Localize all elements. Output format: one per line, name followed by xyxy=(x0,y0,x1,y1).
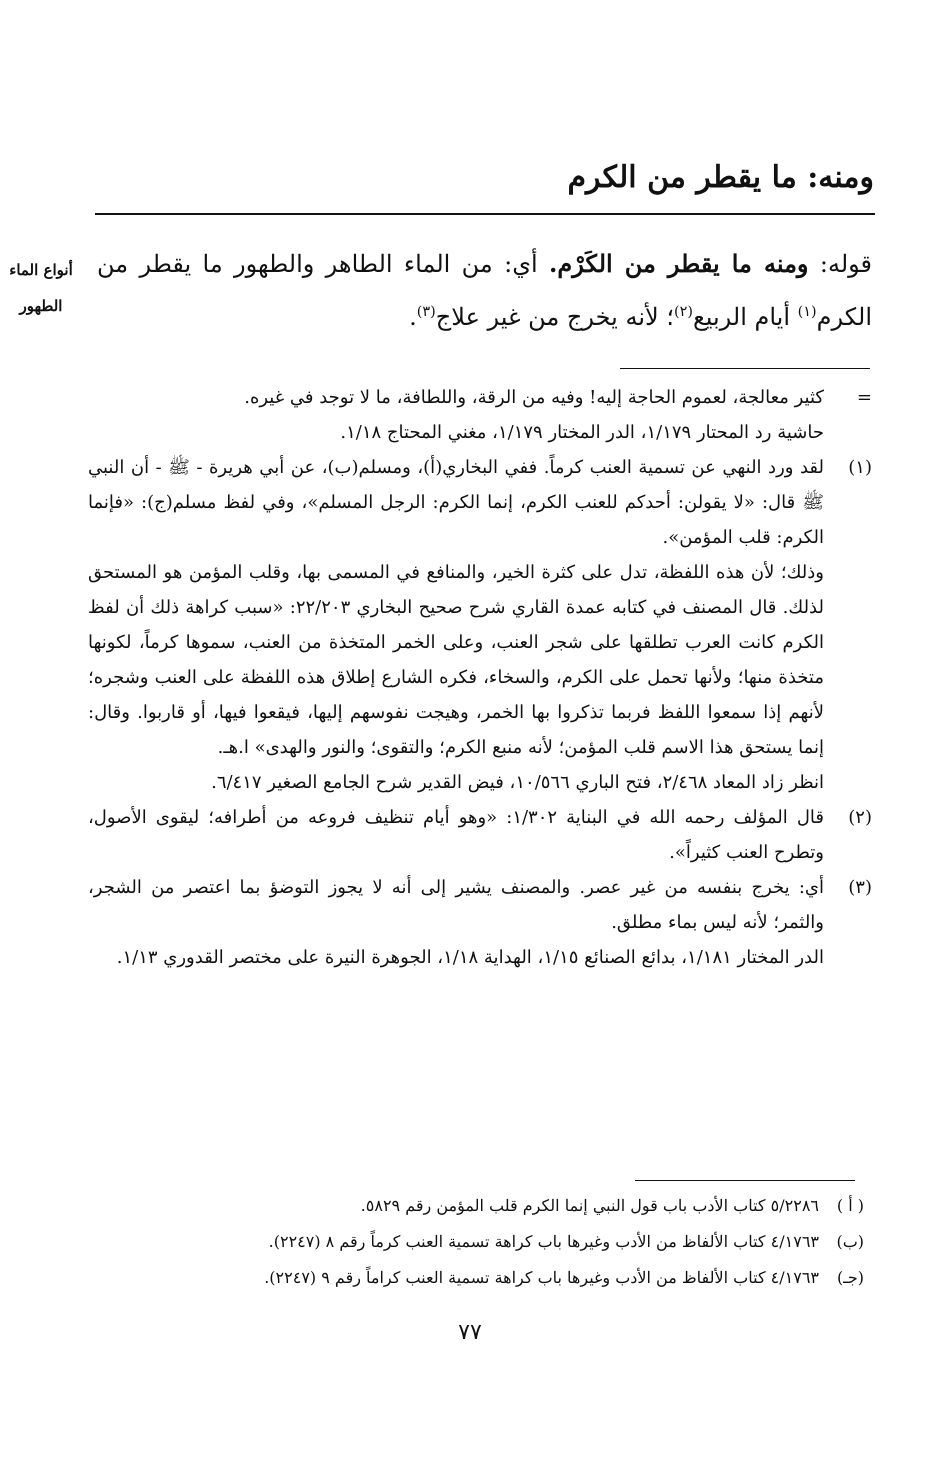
section-title: ومنه: ما يقطر من الكرم xyxy=(567,160,874,195)
margin-note-line1: أنواع الماء xyxy=(9,261,73,279)
footnote-3-paragraph2: الدر المختار ١/١٨١، بدائع الصنائع ١/١٥، الهداية ١/١٨، الجوهرة النيرة على مختصر القدوري ١/١٣. xyxy=(116,947,824,968)
subnote-c-text: ٤/١٧٦٣ كتاب الألفاظ من الأدب وغيرها باب كراهة تسمية العنب كراماً رقم ٩ (٢٢٤٧). xyxy=(264,1268,819,1287)
title-divider xyxy=(95,213,875,215)
footnote-3-number: (٣) xyxy=(848,877,872,898)
subnote-b xyxy=(84,1224,864,1260)
footnote-ref-2: (٢) xyxy=(673,304,693,320)
footnote-divider xyxy=(620,368,870,369)
subnote-b-text: ٤/١٧٦٣ كتاب الألفاظ من الأدب وغيرها باب كراهة تسمية العنب كرماً رقم ٨ (٢٢٤٧). xyxy=(268,1232,819,1251)
margin-note xyxy=(6,252,76,324)
continuation-marker: = xyxy=(856,387,872,408)
quoted-phrase: ومنه ما يقطر من الكَرْم. xyxy=(549,249,809,278)
footnote-1 xyxy=(82,450,872,555)
continued-note xyxy=(82,380,872,415)
intro-text: قوله: xyxy=(819,250,872,278)
main-text-part1: أي: من الماء الطاهر والطهور ما يقطر من الكرم xyxy=(97,250,872,331)
sub-footnotes xyxy=(84,1188,864,1296)
main-text-end: . xyxy=(409,303,417,331)
subnote-a-label: ( أ ) xyxy=(836,1196,864,1215)
footnote-2-text: قال المؤلف رحمه الله في البناية ١/٣٠٢: «وهو أيام تنظيف فروعه من أطرافه؛ ليقوى الأصول، وتطرح العنب كثيراً». xyxy=(88,807,824,863)
subnote-c xyxy=(84,1260,864,1296)
footnote-2 xyxy=(82,800,872,870)
subnote-a-text: ٥/٢٢٨٦ كتاب الأدب باب قول النبي إنما الكرم قلب المؤمن رقم ٥٨٢٩. xyxy=(360,1196,819,1215)
main-text xyxy=(97,240,872,341)
margin-note-line2: الطهور xyxy=(19,297,63,315)
footnote-1-paragraph3: انظر زاد المعاد ٢/٤٦٨، فتح الباري ١٠/٥٦٦، فيض القدير شرح الجامع الصغير ٦/٤١٧. xyxy=(211,772,824,793)
footnote-ref-3: (٣) xyxy=(416,304,436,320)
footnote-1-text: لقد ورد النهي عن تسمية العنب كرماً. ففي البخاري(أ)، ومسلم(ب)، عن أبي هريرة - ﷺ - أن النبي ﷺ قال: «لا يقولن: أحدكم للعنب الكرم، إنما الكرم: الرجل المسلم»، وفي لفظ مسلم(ج): «فإنما الكرم: قلب المؤمن». xyxy=(88,457,824,548)
subnote-a xyxy=(84,1188,864,1224)
continued-note-text: كثير معالجة، لعموم الحاجة إليه! وفيه من الرقة، واللطافة، ما لا توجد في غيره. xyxy=(244,387,824,408)
main-text-part2: أيام الربيع xyxy=(692,303,791,331)
continued-note-refs: حاشية رد المحتار ١/١٧٩، الدر المختار ١/١٧٩، مغني المحتاج ١/١٨. xyxy=(340,422,824,443)
subnote-c-label: (جـ) xyxy=(836,1268,864,1287)
footnote-3-text: أي: يخرج بنفسه من غير عصر. والمصنف يشير إلى أنه لا يجوز التوضؤ بما اعتصر من الشجر، والثمر؛ لأنه ليس بماء مطلق. xyxy=(88,877,824,933)
footnote-2-number: (٢) xyxy=(848,807,872,828)
subnote-b-label: (ب) xyxy=(836,1232,864,1251)
subnote-divider xyxy=(635,1180,855,1181)
footnote-ref-1: (١) xyxy=(797,304,817,320)
main-text-part3: ؛ لأنه يخرج من غير علاج xyxy=(435,303,674,331)
page-number: ٧٧ xyxy=(458,1320,482,1345)
footnote-1-number: (١) xyxy=(848,457,872,478)
footnotes xyxy=(82,380,872,975)
footnote-3 xyxy=(82,870,872,940)
footnote-1-paragraph2: وذلك؛ لأن هذه اللفظة، تدل على كثرة الخير، والمنافع في المسمى بها، وقلب المؤمن هو المستحق لذلك. قال المصنف في كتابه عمدة القاري شرح صحيح البخاري ٢٢/٢٠٣: «سبب كراهة ذلك أن لفظ الكرم كانت العرب تطلقها على شجر العنب، وعلى الخمر المتخذة من العنب، سموها كرماً، لكونها متخذة منها؛ ولأنها تحمل على الكرم، والسخاء، فكره الشارع إطلاق هذه اللفظة على العنب وشجره؛ لأنهم إذا سمعوا اللفظ فربما تذكروا بها الخمر، وهيجت نفوسهم إليها، فيقعوا فيها، أو قاربوا. وقال: إنما يستحق هذا الاسم قلب المؤمن؛ لأنه منبع الكرم؛ والتقوى؛ والنور والهدى» ا.هـ. xyxy=(88,562,824,758)
